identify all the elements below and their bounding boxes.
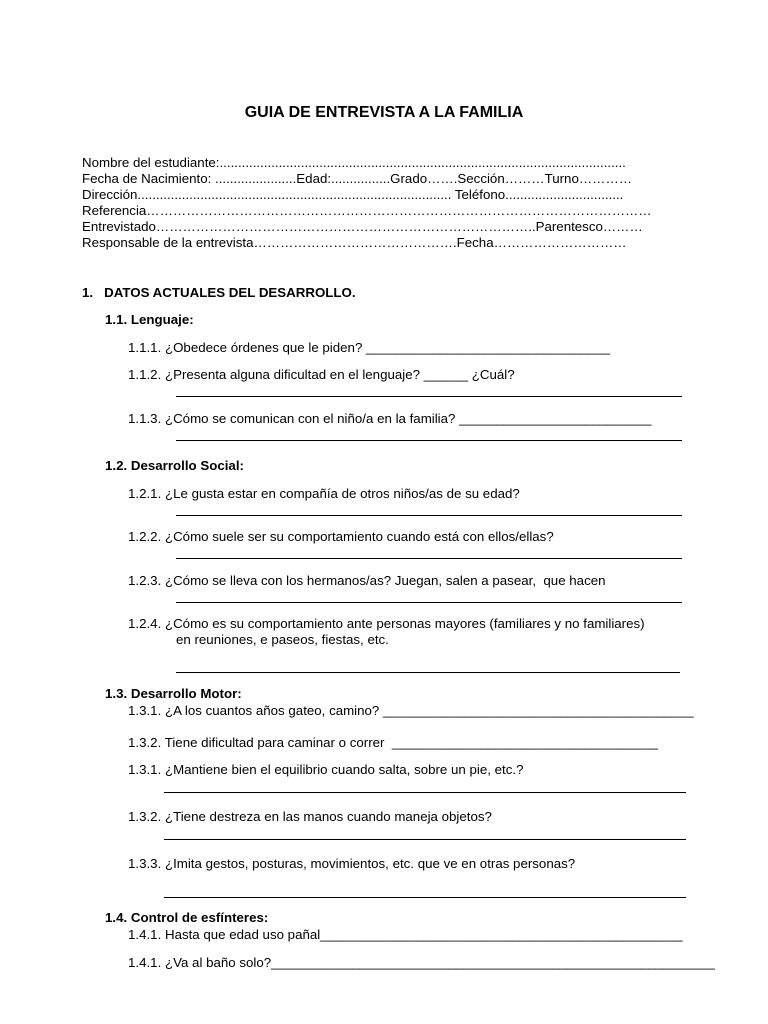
subsection-title-esfinteres: 1.4. Control de esfínteres: [105,910,269,925]
subsection-title-motor: 1.3. Desarrollo Motor: [105,686,242,701]
field-interviewer: Responsable de la entrevista……………………………………….Fecha………………………… [82,235,627,250]
answer-line [176,440,682,441]
question-1-2-4-continuation: en reuniones, e paseos, fiestas, etc. [176,632,389,647]
question-1-2-3: 1.2.3. ¿Cómo se lleva con los hermanos/as? Juegan, salen a pasear, que hacen [128,573,606,588]
question-1-3-1: 1.3.1. ¿A los cuantos años gateo, camino? __________________________________________ [128,703,694,718]
question-1-1-2: 1.1.2. ¿Presenta alguna dificultad en el lenguaje? ______ ¿Cuál? [128,367,515,382]
question-1-1-1: 1.1.1. ¿Obedece órdenes que le piden? _________________________________ [128,340,611,355]
field-interviewee: Entrevistado…………………………………………………………………………..Parentesco……… [82,219,643,234]
question-1-2-2: 1.2.2. ¿Cómo suele ser su comportamiento cuando está con ellos/ellas? [128,529,554,544]
answer-line [164,839,686,840]
question-1-1-3: 1.1.3. ¿Cómo se comunican con el niño/a en la familia? __________________________ [128,411,652,426]
answer-line [176,396,682,397]
answer-line [164,897,686,898]
field-student-name: Nombre del estudiante:.............................................................................................................. [82,155,626,170]
document-title: GUIA DE ENTREVISTA A LA FAMILIA [244,104,524,121]
field-birth-date: Fecha de Nacimiento: ......................Edad:................Grado…….Sección………Turno………… [82,171,633,186]
question-1-3-1b: 1.3.1. ¿Mantiene bien el equilibrio cuando salta, sobre un pie, etc.? [128,762,524,777]
question-1-3-2: 1.3.2. Tiene dificultad para caminar o correr ____________________________________ [128,735,659,750]
answer-line [176,558,682,559]
question-1-2-4: 1.2.4. ¿Cómo es su comportamiento ante personas mayores (familiares y no familiares) [128,616,645,631]
subsection-title-social: 1.2. Desarrollo Social: [105,458,244,473]
field-address: Dirección..................................................................................... Teléfono................................ [82,187,624,202]
question-1-4-1b: 1.4.1. ¿Va al baño solo?____________________________________________________________ [128,955,715,970]
answer-line [176,602,682,603]
answer-line [164,792,686,793]
question-1-2-1: 1.2.1. ¿Le gusta estar en compañía de otros niños/as de su edad? [128,486,520,501]
answer-line [176,672,680,673]
subsection-title-lenguaje: 1.1. Lenguaje: [105,312,194,327]
question-1-3-3: 1.3.3. ¿Imita gestos, posturas, movimientos, etc. que ve en otras personas? [128,856,576,871]
question-1-3-2b: 1.3.2. ¿Tiene destreza en las manos cuando maneja objetos? [128,809,492,824]
question-1-4-1: 1.4.1. Hasta que edad uso pañal_________________________________________________ [128,927,683,942]
field-reference: Referencia…………………………………………………………………………………………………… [82,203,652,218]
section-title: 1. DATOS ACTUALES DEL DESARROLLO. [82,285,356,300]
answer-line [176,515,682,516]
